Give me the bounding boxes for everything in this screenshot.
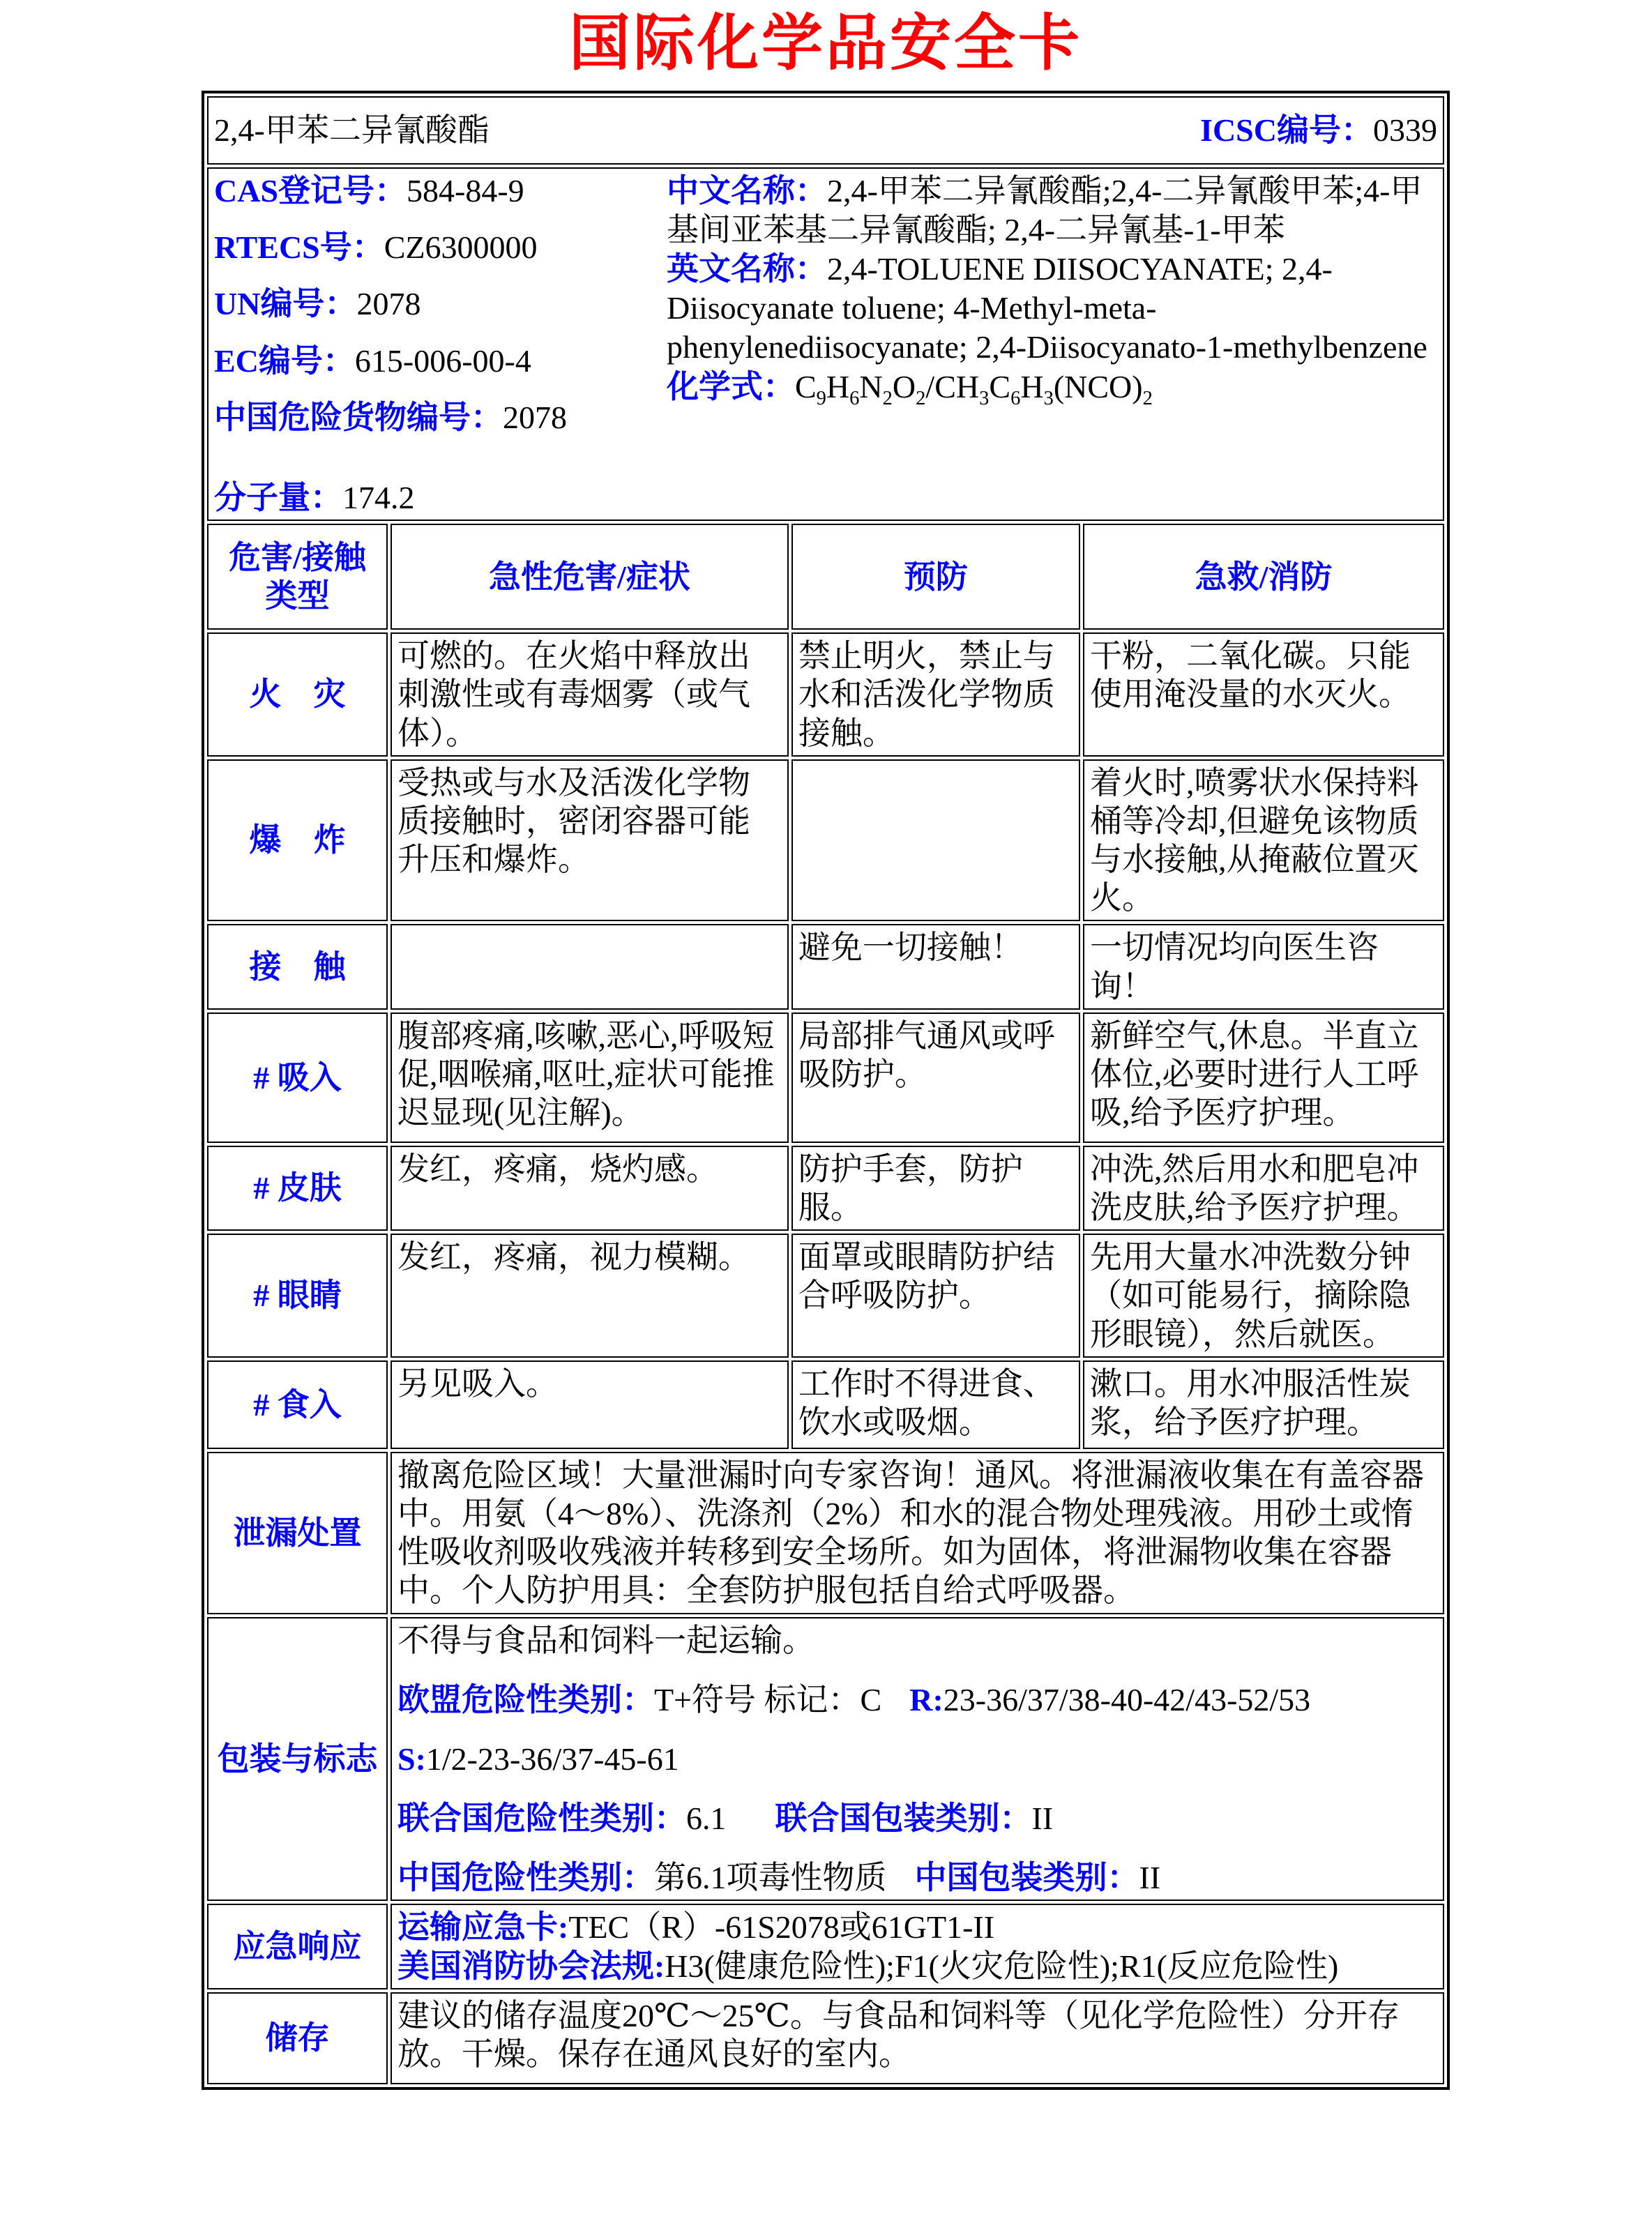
names-column [667, 172, 1437, 517]
page-title: 国际化学品安全卡 [568, 10, 1082, 78]
spill-row [207, 1452, 1444, 1614]
r-phrase-group [909, 1682, 1310, 1718]
s-phrase-line [397, 1740, 1437, 1778]
r-phrase-value: 23-36/37/38-40-42/43-52/53 [943, 1681, 1311, 1718]
eyes-prevention: 面罩或眼睛防护结合呼吸防护。 [791, 1234, 1080, 1358]
col-header-hazard-type: 危害/接触类型 [207, 524, 388, 630]
identifier-column [214, 172, 667, 517]
icsc-number-value: 0339 [1373, 112, 1437, 149]
cas-label: CAS登记号： [214, 173, 407, 208]
contact-symptoms [391, 924, 789, 1009]
icsc-number-label: ICSC编号： [1200, 112, 1373, 149]
fire-label: 火 灾 [207, 632, 388, 757]
col-header-symptoms: 急性危害/症状 [391, 524, 789, 630]
contact-label: 接 触 [207, 924, 388, 1009]
eu-class-label: 欧盟危险性类别： [397, 1681, 654, 1718]
identity-row [207, 167, 1444, 521]
skin-prevention: 防护手套，防护服。 [791, 1146, 1080, 1231]
emergency-label: 应急响应 [207, 1904, 388, 1989]
storage-row [207, 1992, 1444, 2084]
un-pack-value: II [1031, 1800, 1054, 1837]
s-phrase-label: S: [397, 1741, 426, 1777]
un-pack-group [775, 1800, 1054, 1836]
identity-box [214, 172, 1437, 517]
eu-classification-line [397, 1681, 1437, 1719]
cn-class-label: 中国危险性类别： [397, 1860, 654, 1896]
hazard-header-row [207, 524, 1444, 630]
storage-text: 建议的储存温度20℃～25℃。与食品和饲料等（见化学危险性）分开存放。干燥。保存在通风良好的室内。 [391, 1992, 1444, 2084]
cn-pack-group [915, 1860, 1161, 1895]
hazard-row-eyes [207, 1234, 1444, 1358]
spill-text: 撤离危险区域！大量泄漏时向专家咨询！通风。将泄漏液收集在有盖容器中。用氨（4～8%）、洗涤剂（2%）和水的混合物处理残液。用砂土或惰性吸收剂吸收残液并转移到安全场所。如为固体，将泄漏物收集在容器中。个人防护用具：全套防护服包括自给式呼吸器。 [391, 1452, 1444, 1614]
tec-line [397, 1908, 1437, 1946]
substance-titlebar [214, 100, 1437, 160]
col-header-prevention: 预防 [791, 524, 1080, 630]
un-pack-label: 联合国包装类别： [775, 1800, 1032, 1837]
fire-prevention: 禁止明火，禁止与水和活泼化学物质接触。 [791, 632, 1080, 757]
un-classification-line [397, 1799, 1437, 1837]
inhalation-symptoms: 腹部疼痛,咳嗽,恶心,呼吸短促,咽喉痛,呕吐,症状可能推迟显现(见注解)。 [391, 1013, 789, 1143]
explosion-prevention [791, 759, 1080, 922]
ingestion-response: 漱口。用水冲服活性炭浆，给予医疗护理。 [1083, 1360, 1444, 1449]
substance-name: 2,4-甲苯二异氰酸酯 [214, 112, 490, 149]
icsc-number-group [1200, 111, 1437, 149]
packaging-row [207, 1617, 1444, 1902]
hazard-row-contact [207, 924, 1444, 1009]
un-class-label: 联合国危险性类别： [397, 1800, 686, 1837]
english-name-label: 英文名称： [666, 251, 827, 287]
substance-header-row [207, 96, 1444, 165]
tec-label: 运输应急卡: [397, 1909, 569, 1946]
fire-symptoms: 可燃的。在火焰中释放出刺激性或有毒烟雾（或气体）。 [391, 632, 789, 757]
hazard-row-explosion [207, 759, 1444, 922]
cas-number-row [214, 172, 667, 210]
inhalation-label: # 吸入 [207, 1013, 388, 1143]
nfpa-line [397, 1947, 1437, 1985]
explosion-label: 爆 炸 [207, 759, 388, 922]
identity-cell [207, 167, 1444, 521]
cn-pack-label: 中国包装类别： [914, 1860, 1139, 1896]
china-dg-value: 2078 [503, 399, 567, 435]
emergency-content [391, 1904, 1444, 1989]
explosion-symptoms: 受热或与水及活泼化学物质接触时，密闭容器可能升压和爆炸。 [391, 759, 789, 922]
nfpa-label: 美国消防协会法规: [397, 1948, 665, 1984]
hazard-row-inhalation [207, 1013, 1444, 1143]
ec-number-row [214, 342, 667, 380]
explosion-response: 着火时,喷雾状水保持料桶等冷却,但避免该物质与水接触,从掩蔽位置灭火。 [1083, 759, 1444, 922]
inhalation-prevention: 局部排气通风或呼吸防护。 [791, 1013, 1080, 1143]
un-value: 2078 [356, 286, 421, 322]
skin-response: 冲洗,然后用水和肥皂冲洗皮肤,给予医疗护理。 [1083, 1146, 1444, 1231]
china-dg-label: 中国危险货物编号： [214, 399, 503, 435]
inhalation-response: 新鲜空气,休息。半直立体位,必要时进行人工呼吸,给予医疗护理。 [1083, 1013, 1444, 1143]
fire-response: 干粉，二氧化碳。只能使用淹没量的水灭火。 [1083, 632, 1444, 757]
china-dg-number-row [214, 398, 667, 437]
rtecs-number-row [214, 228, 667, 266]
ec-value: 615-006-00-4 [354, 342, 531, 379]
molecular-weight-value: 174.2 [342, 479, 415, 515]
transport-note: 不得与食品和饲料一起运输。 [397, 1622, 814, 1658]
substance-header-cell [207, 96, 1444, 165]
contact-response: 一切情况均向医生咨询！ [1083, 924, 1444, 1009]
ingestion-prevention: 工作时不得进食、饮水或吸烟。 [791, 1360, 1080, 1449]
rtecs-label: RTECS号： [214, 229, 384, 266]
formula-value: $C_9H_6N_2O_2/CH_3C_6H_3(NCO)_2$ [794, 368, 1153, 409]
un-label: UN编号： [214, 286, 357, 322]
rtecs-value: CZ6300000 [384, 229, 538, 266]
col-header-response: 急救/消防 [1083, 524, 1444, 630]
spill-label: 泄漏处置 [207, 1452, 388, 1614]
packaging-label: 包装与标志 [207, 1617, 388, 1902]
molecular-weight-label: 分子量： [214, 479, 342, 515]
skin-symptoms: 发红，疼痛，烧灼感。 [391, 1146, 789, 1231]
ingestion-symptoms: 另见吸入。 [391, 1360, 789, 1449]
english-name-value: 2,4-TOLUENE DIISOCYANATE; 2,4-Diisocyanate toluene; 4-Methyl-meta-phenylenediisocyanate; 2,4-Diisocyanato-1-methylbenzene [666, 251, 1427, 365]
eyes-response: 先用大量水冲洗数分钟（如可能易行，摘除隐形眼镜），然后就医。 [1083, 1234, 1444, 1358]
contact-prevention: 避免一切接触！ [791, 924, 1080, 1009]
hazard-row-ingestion [207, 1360, 1444, 1449]
chinese-name-label: 中文名称： [666, 173, 827, 208]
un-class-value: 6.1 [686, 1800, 727, 1837]
cas-value: 584-84-9 [407, 173, 524, 208]
packaging-content [391, 1617, 1444, 1902]
ingestion-label: # 食入 [207, 1360, 388, 1449]
hazard-row-skin [207, 1146, 1444, 1231]
eu-class-value: T+符号 标记：C [654, 1681, 882, 1718]
cn-class-value: 第6.1项毒性物质 [654, 1860, 887, 1896]
tec-value: TEC（R）-61S2078或61GT1-II [568, 1909, 995, 1946]
skin-label: # 皮肤 [207, 1146, 388, 1231]
cn-pack-value: II [1139, 1860, 1161, 1896]
storage-label: 储存 [207, 1992, 388, 2084]
emergency-row [207, 1904, 1444, 1989]
molecular-weight-row [214, 478, 667, 517]
ec-label: EC编号： [214, 342, 355, 379]
eyes-label: # 眼睛 [207, 1234, 388, 1358]
r-phrase-label: R: [909, 1681, 944, 1718]
un-number-row [214, 285, 667, 323]
icsc-page [202, 0, 1450, 2090]
icsc-card-table [202, 91, 1450, 2090]
cn-classification-line [397, 1858, 1437, 1897]
s-phrase-value: 1/2-23-36/37-45-61 [425, 1741, 679, 1777]
chinese-name-value: 2,4-甲苯二异氰酸酯;2,4-二异氰酸甲苯;4-甲基间亚苯基二异氰酸酯; 2,4-二异氰基-1-甲苯 [666, 173, 1423, 248]
hazard-row-fire [207, 632, 1444, 757]
nfpa-value: H3(健康危险性);F1(火灾危险性);R1(反应危险性) [665, 1948, 1339, 1984]
eyes-symptoms: 发红，疼痛，视力模糊。 [391, 1234, 789, 1358]
formula-label: 化学式： [666, 368, 795, 404]
